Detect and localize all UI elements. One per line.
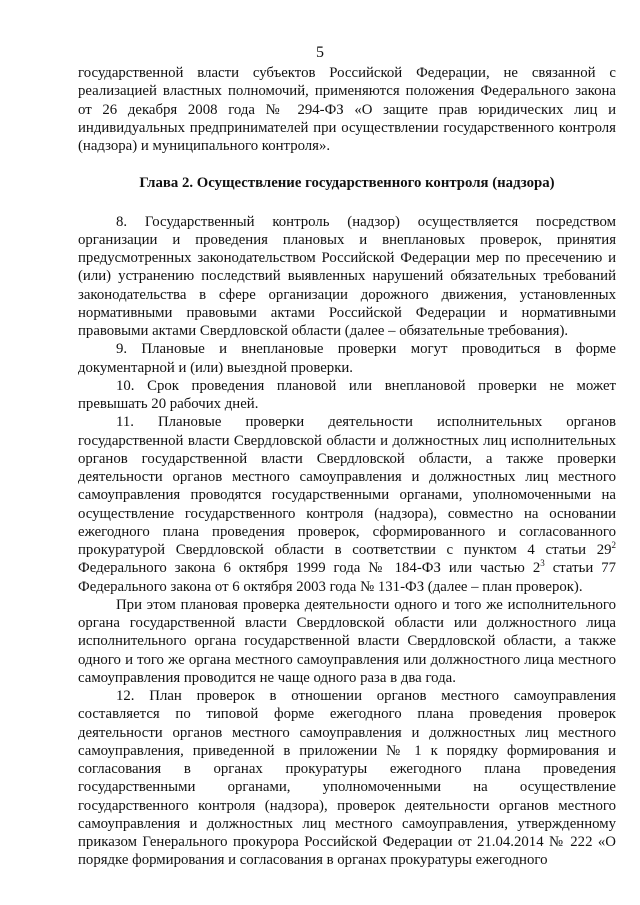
superscript-3: 3 bbox=[540, 558, 545, 569]
paragraph-12: 12. План проверок в отношении органов местного самоуправления составляется по типовой форме ежегодного плана проведения проверок деятельности органов местного самоуправления и должностных лиц местного самоуправления, приведенной в приложении № 1 к порядку формирования и согласования в органах прокуратуры ежегодного плана проведения государственными органами, уполномоченными на осуществление государственного контроля (надзора), проверок деятельности органов местного самоуправления и должностных лиц местного самоуправления, утвержденному приказом Генерального прокурора Российской Федерации от 21.04.2014 № 222 «О порядке формирования и согласования в органах прокуратуры ежегодного bbox=[78, 688, 616, 869]
paragraph-11-continued: При этом плановая проверка деятельности одного и того же исполнительного органа государственной власти Свердловской области или должностного лица исполнительного органа государственной власти Свердловской области, а также одного и того же органа местного самоуправления или должностного лица местного самоуправления проводится не чаще одного раза в два года. bbox=[78, 596, 616, 686]
paragraph-11-part-c: статьи 77 Федерального закона от 6 октября 2003 года № 131-ФЗ (далее – план проверок). bbox=[78, 560, 616, 595]
page-number: 5 bbox=[316, 44, 324, 61]
paragraph-11-part-b: Федерального закона 6 октября 1999 года № 184-ФЗ или частью 2 bbox=[78, 560, 541, 577]
paragraph-11 bbox=[78, 413, 616, 596]
paragraph-11-part-a: 11. Плановые проверки деятельности исполнительных органов государственной власти Свердловской области и должностных лиц исполнительных органов государственной власти Свердловской области, а также проверки деятельности органов местного самоуправления и должностных лиц местного самоуправления проводятся государственными органами, уполномоченными на осуществление государственного контроля (надзора), совместно на основании ежегодного плана проведения проверок, сформированного и согласованного прокуратурой Свердловской области в соответствии с пунктом 4 статьи 29 bbox=[78, 414, 616, 558]
paragraph-continuation: государственной власти субъектов Российской Федерации, не связанной с реализацией властных полномочий, применяются положения Федерального закона от 26 декабря 2008 года № 294-ФЗ «О защите прав юридических лиц и индивидуальных предпринимателей при осуществлении государственного контроля (надзора) и муниципального контроля». bbox=[78, 65, 616, 154]
paragraph-8: 8. Государственный контроль (надзор) осуществляется посредством организации и проведения плановых и внеплановых проверок, принятия предусмотренных законодательством Российской Федерации мер по пресечению и (или) устранению последствий выявленных нарушений обязательных требований законодательства в сфере организации дорожного движения, установленных нормативными правовыми актами Российской Федерации и нормативными правовыми актами Свердловской области (далее – обязательные требования). bbox=[78, 213, 616, 339]
superscript-2: 2 bbox=[611, 540, 616, 551]
document-body bbox=[78, 64, 616, 870]
chapter-heading: Глава 2. Осуществление государственного контроля (надзора) bbox=[139, 175, 555, 192]
paragraph-10: 10. Срок проведения плановой или внеплановой проверки не может превышать 20 рабочих дней. bbox=[78, 377, 616, 412]
paragraph-9: 9. Плановые и внеплановые проверки могут проводиться в форме документарной и (или) выездной проверки. bbox=[78, 341, 616, 376]
